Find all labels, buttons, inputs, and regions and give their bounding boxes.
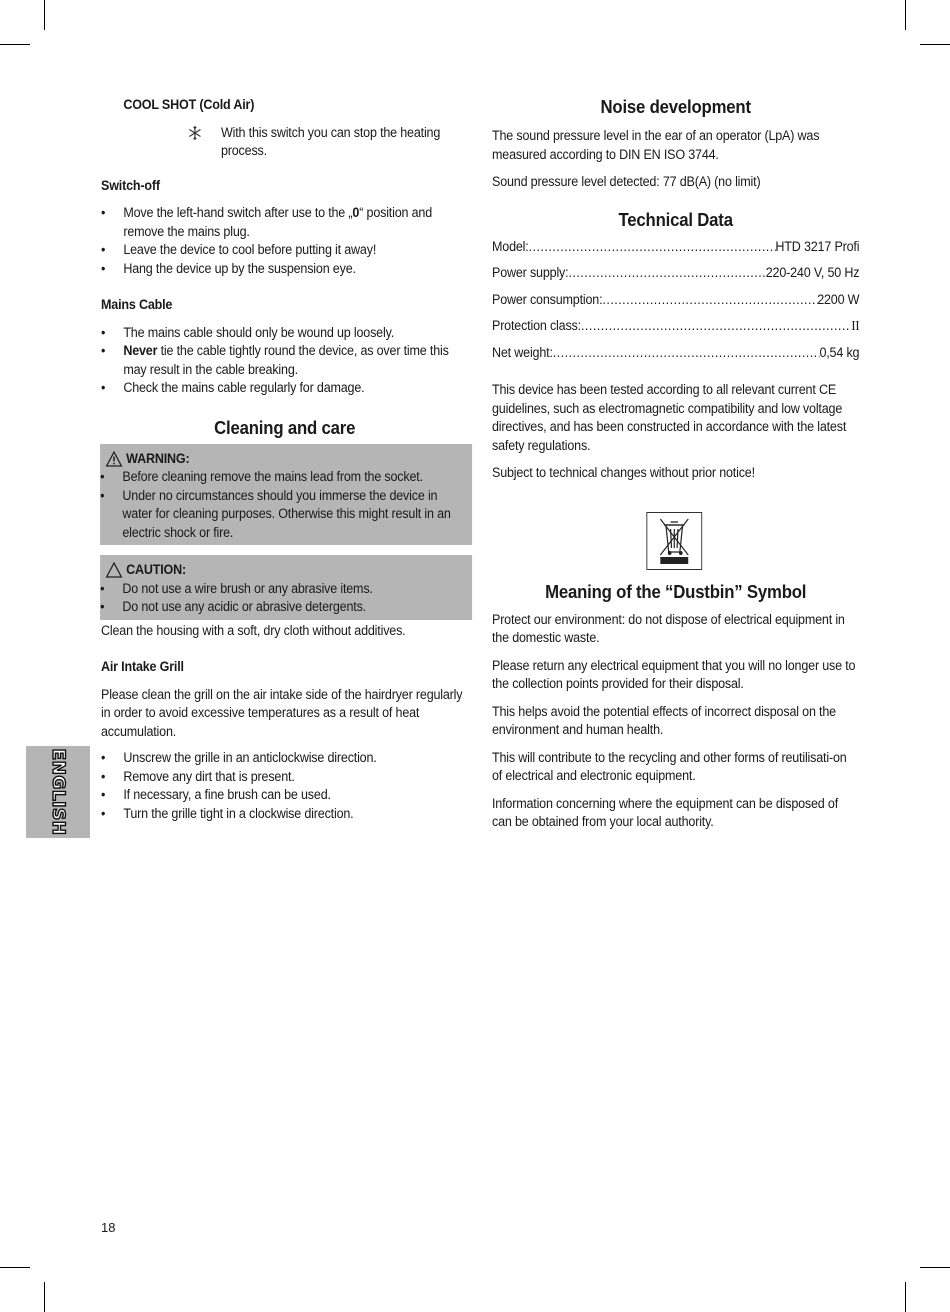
noise-title: Noise development [600,97,751,117]
cool-shot-title: COOL SHOT (Cold Air) [123,97,255,112]
list-item: • If necessary, a fine brush can be used. [101,786,468,805]
cool-shot-row [123,124,468,161]
cleaning-title: Cleaning and care [214,417,356,438]
left-column [101,96,468,823]
mains-cable-list [101,324,468,398]
crop-mark [44,0,45,30]
housing-text: Clean the housing with a soft, dry cloth without additives. [101,622,406,638]
crop-mark [905,0,906,30]
dustbin-p2: Please return any electrical equipment that you will no longer use to the collection points provided for their disposal. [492,657,856,691]
dustbin-title: Meaning of the “Dustbin” Symbol [545,581,807,602]
crop-mark [0,1267,30,1268]
warning-title: WARNING: [126,450,190,466]
crossed-bin-icon [647,513,701,569]
dustbin-p1: Protect our environment: do not dispose of electrical equipment in the domestic waste. [492,611,845,645]
air-intake-list [101,749,468,823]
list-item: • Turn the grille tight in a clockwise direction. [101,805,468,824]
list-item: • Before cleaning remove the mains lead from the socket. [100,468,466,487]
crop-mark [0,44,30,45]
mains-cable-title: Mains Cable [101,297,173,312]
warning-icon [106,451,123,467]
list-item: • Remove any dirt that is present. [101,768,468,787]
crop-mark [44,1282,45,1312]
list-item: • The mains cable should only be wound up loosely. [101,324,468,343]
list-item: • Hang the device up by the suspension eye. [101,260,468,279]
changes-text: Subject to technical changes without prior notice! [492,465,755,480]
list-item: • Unscrew the grille in an anticlockwise direction. [101,749,468,768]
list-item: • Leave the device to cool before putting it away! [101,241,468,260]
cool-shot-text: With this switch you can stop the heating process. [220,124,441,158]
caution-icon [106,562,123,578]
list-item: • Never tie the cable tightly round the device, as over time this may result in the cable breaking. [101,342,468,379]
dustbin-symbol [646,512,702,570]
tech-row: Model: ..... HTD 3217 Profi [492,238,859,265]
list-item: • Under no circumstances should you immerse the device in water for cleaning purposes. Otherwise this might result in an electric shock or fire. [100,487,466,543]
tech-row: Protection class: ..... II [492,317,859,344]
tech-row: Power consumption: ..... 2200 W [492,291,859,318]
dustbin-p5: Information concerning where the equipment can be disposed of can be obtained from your local authority. [492,795,839,829]
caution-title: CAUTION: [126,562,186,577]
right-column [492,96,859,832]
page-number: 18 [101,1220,116,1235]
crop-mark [920,1267,950,1268]
noise-text: The sound pressure level in the ear of an operator (LpA) was measured according to DIN EN ISO 3744. [492,128,820,162]
tech-title: Technical Data [618,209,733,230]
air-intake-text: Please clean the grill on the air intake side of the hairdryer regularly in order to avoid excessive temperatures as a result of heat accumulation. [101,686,463,739]
language-label: ENGLISH [48,748,68,836]
dustbin-p3: This helps avoid the potential effects of incorrect disposal on the environment and human health. [492,703,836,737]
snowflake-icon [187,124,220,161]
dustbin-p4: This will contribute to the recycling and other forms of reutilisati-on of electrical and electronic equipment. [492,749,847,783]
caution-list [100,580,466,617]
tech-row: Net weight: ..... 0,54 kg [492,344,859,371]
ce-text: This device has been tested according to all relevant current CE guidelines, such as electromagnetic compatibility and low voltage directives, and has been constructed in accordance with the latest safety regulations. [492,382,847,453]
warning-heading [106,450,467,469]
warning-box [100,444,472,546]
list-item: • Check the mains cable regularly for damage. [101,379,468,398]
caution-heading [106,561,467,580]
warning-list [100,468,466,542]
tech-table [492,238,859,371]
air-intake-title: Air Intake Grill [101,659,184,674]
list-item: • Do not use any acidic or abrasive detergents. [100,598,466,617]
crop-mark [920,44,950,45]
switch-off-title: Switch-off [101,177,160,193]
list-item: • Do not use a wire brush or any abrasive items. [100,580,466,599]
caution-box [100,555,472,620]
crop-mark [905,1282,906,1312]
cool-shot-section [101,96,468,161]
list-item: • Move the left-hand switch after use to the „0“ position and remove the mains plug. [101,204,468,241]
switch-off-list [101,204,468,278]
language-tab [26,746,90,838]
tech-row: Power supply: ..... 220-240 V, 50 Hz [492,264,859,291]
noise-level: Sound pressure level detected: 77 dB(A) (no limit) [492,174,761,189]
